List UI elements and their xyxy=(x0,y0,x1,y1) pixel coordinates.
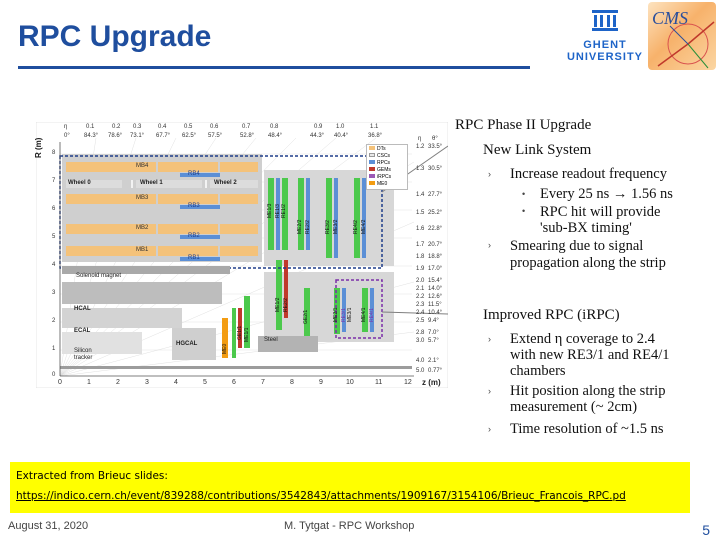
right-eta: 2.2 xyxy=(416,294,425,300)
theta-tick: 36.8° xyxy=(368,133,383,139)
rb-label: RB1 xyxy=(188,255,200,261)
eta-symbol-top: η xyxy=(64,124,68,130)
legend-item xyxy=(369,167,405,174)
r-tick: 5 xyxy=(52,234,56,240)
wheel-label: Wheel 0 xyxy=(68,180,91,186)
bullet-icon: • xyxy=(522,206,526,216)
theta-tick: 84.3° xyxy=(84,133,99,139)
theta-tick: 44.3° xyxy=(310,133,325,139)
new-link-system-heading: New Link System xyxy=(483,142,592,158)
right-eta: 2.8 xyxy=(416,330,425,336)
cms-logo-text: CMS xyxy=(652,8,688,28)
r-tick: 6 xyxy=(52,206,56,212)
eta-tick: 0.8 xyxy=(270,124,279,130)
slide-title: RPC Upgrade xyxy=(18,20,212,53)
theta-tick: 67.7° xyxy=(156,133,171,139)
right-eta: 1.9 xyxy=(416,266,425,272)
right-eta: 5.0 xyxy=(416,368,425,374)
endcap-label: ME1/1 xyxy=(244,327,250,342)
ghent-logo-line2: UNIVERSITY xyxy=(566,51,643,63)
z-tick: 2 xyxy=(116,379,120,386)
bullet-icon: › xyxy=(488,424,491,434)
legend-label: CSCs xyxy=(377,153,391,159)
endcap-label: ME2/1 xyxy=(333,307,339,322)
z-tick: 12 xyxy=(404,379,412,386)
bullet-icon: › xyxy=(488,386,491,396)
r-tick: 8 xyxy=(52,150,56,156)
right-eta: 1.7 xyxy=(416,242,425,248)
eta-tick: 0.5 xyxy=(184,124,193,130)
right-theta: 30.5° xyxy=(428,166,443,172)
cms-quadrant-diagram xyxy=(36,122,448,388)
bullet-icon: › xyxy=(488,169,491,179)
ecal-label: ECAL xyxy=(74,328,91,334)
mb-label: MB3 xyxy=(136,195,149,201)
endcap-label: ME0 xyxy=(222,343,228,354)
subbx-timing-line2: 'sub-BX timing' xyxy=(540,220,632,236)
right-eta: 1.5 xyxy=(416,210,425,216)
eta-tick: 0.1 xyxy=(86,124,95,130)
r-tick: 1 xyxy=(52,346,56,352)
endcap-label: RE2/2 xyxy=(305,220,311,234)
z-tick: 5 xyxy=(203,379,207,386)
extend-eta-line3: chambers xyxy=(510,363,566,379)
eta-tick: 1.0 xyxy=(336,124,345,130)
right-eta: 1.6 xyxy=(416,226,425,232)
right-eta: 2.0 xyxy=(416,278,425,284)
mb-label: MB1 xyxy=(136,247,149,253)
mb-label: MB2 xyxy=(136,225,149,231)
z-tick: 1 xyxy=(87,379,91,386)
right-eta: 1.3 xyxy=(416,166,425,172)
extend-eta-line1: Extend η coverage to 2.4 xyxy=(510,331,655,347)
bullet-icon: › xyxy=(488,240,491,250)
silicon-label-line1: Silicon xyxy=(74,348,92,354)
hit-position-line2: measurement (~ 2cm) xyxy=(510,399,638,415)
time-resolution-item: Time resolution of ~1.5 ns xyxy=(510,421,664,437)
subbx-timing-line1: RPC hit will provide xyxy=(540,204,661,220)
footer-presenter: M. Tytgat - RPC Workshop xyxy=(284,520,415,532)
mb-label: MB4 xyxy=(136,163,149,169)
right-theta: 10.4° xyxy=(428,310,443,316)
endcap-label: RE3/1 xyxy=(341,308,347,322)
right-theta: θ° xyxy=(432,136,438,142)
legend-label: GEMs xyxy=(377,167,391,173)
right-theta: 11.5° xyxy=(428,302,442,308)
endcap-label: RE1/2 xyxy=(281,204,287,218)
wheel-label: Wheel 2 xyxy=(214,180,237,186)
right-eta: 2.1 xyxy=(416,286,425,292)
title-underline xyxy=(18,66,530,69)
right-theta: 22.8° xyxy=(428,226,443,232)
theta-tick: 52.8° xyxy=(240,133,255,139)
z-tick: 11 xyxy=(375,379,383,386)
z-tick: 0 xyxy=(58,379,62,386)
smearing-line1: Smearing due to signal xyxy=(510,238,644,254)
eta-tick: 0.6 xyxy=(210,124,219,130)
ghent-university-logo xyxy=(566,6,644,70)
r-tick: 4 xyxy=(52,262,56,268)
z-tick: 8 xyxy=(290,379,294,386)
endcap-label: RE2/2 xyxy=(283,298,289,312)
z-tick: 6 xyxy=(232,379,236,386)
endcap-label: ME3/1 xyxy=(347,307,353,322)
right-eta: 3.0 xyxy=(416,338,425,344)
theta-tick: 78.6° xyxy=(108,133,123,139)
endcap-label: RE1/3 xyxy=(275,204,281,218)
every-25ns-item: Every 25 ns → 1.56 ns xyxy=(540,186,673,202)
right-theta: 14.0° xyxy=(428,286,443,292)
steel-label: Steel xyxy=(264,337,278,343)
endcap-label: GE2/1 xyxy=(303,309,309,324)
right-theta: 25.2° xyxy=(428,210,443,216)
legend-label: iRPCs xyxy=(377,174,392,180)
eta-tick: 0.4 xyxy=(158,124,167,130)
right-theta: 17.0° xyxy=(428,266,443,272)
legend-item xyxy=(369,160,405,167)
eta-tick: 0.3 xyxy=(133,124,142,130)
right-theta: 12.6° xyxy=(428,294,443,300)
right-theta: 15.4° xyxy=(428,278,443,284)
smearing-line2: propagation along the strip xyxy=(510,255,666,271)
page-number: 5 xyxy=(702,522,710,538)
r-tick: 0 xyxy=(52,372,56,378)
right-theta: 2.1° xyxy=(428,358,439,364)
footer-date: August 31, 2020 xyxy=(8,520,89,532)
source-note-title: Extracted from Brieuc slides: xyxy=(16,470,168,482)
detector-legend xyxy=(366,144,408,190)
right-eta: 1.8 xyxy=(416,254,425,260)
legend-label: DTs xyxy=(377,146,386,152)
right-theta: 5.7° xyxy=(428,338,439,344)
legend-item xyxy=(369,181,405,188)
eta-tick: 0.9 xyxy=(314,124,323,130)
endcap-label: ME2/2 xyxy=(297,219,303,234)
legend-label: RPCs xyxy=(377,160,391,166)
rb-label: RB4 xyxy=(188,171,200,177)
endcap-label: ME4/1 xyxy=(361,307,367,322)
z-tick: 3 xyxy=(145,379,149,386)
readout-frequency-item: Increase readout frequency xyxy=(510,166,667,182)
endcap-label: GE1/1 xyxy=(237,325,243,340)
bullet-icon: › xyxy=(488,334,491,344)
endcap-label: RE3/2 xyxy=(325,220,331,234)
eta-tick: 0.7 xyxy=(242,124,251,130)
improved-rpc-heading: Improved RPC (iRPC) xyxy=(483,307,620,323)
hit-position-line1: Hit position along the strip xyxy=(510,383,666,399)
eta-tick: 0.2 xyxy=(112,124,121,130)
endcap-label: ME1/2 xyxy=(275,297,281,312)
panel-heading: RPC Phase II Upgrade xyxy=(455,117,592,133)
r-tick: 7 xyxy=(52,178,56,184)
r-axis-label: R (m) xyxy=(34,137,43,158)
theta-tick: 48.4° xyxy=(268,133,283,139)
legend-item xyxy=(369,146,405,153)
z-tick: 10 xyxy=(346,379,354,386)
right-eta: 2.3 xyxy=(416,302,425,308)
right-eta: 1.2 xyxy=(416,144,425,150)
endcap-label: ME3/2 xyxy=(333,219,339,234)
endcap-label: RE4/1 xyxy=(369,308,375,322)
right-theta: 9.4° xyxy=(428,318,439,324)
endcap-label: ME4/2 xyxy=(361,219,367,234)
rb-label: RB3 xyxy=(188,203,200,209)
legend-label: ME0 xyxy=(377,181,388,187)
r-tick: 2 xyxy=(52,318,56,324)
cms-logo xyxy=(648,2,716,70)
hgcal-label: HGCAL xyxy=(176,341,198,347)
theta-tick: 57.5° xyxy=(208,133,223,139)
right-theta: 7.0° xyxy=(428,330,439,336)
eta-tick: 1.1 xyxy=(370,124,379,130)
right-eta: 2.5 xyxy=(416,318,425,324)
theta-tick: 62.5° xyxy=(182,133,197,139)
right-theta: 20.7° xyxy=(428,242,443,248)
source-note xyxy=(10,462,690,513)
right-theta: 27.7° xyxy=(428,192,443,198)
right-eta: 2.4 xyxy=(416,310,425,316)
bullet-icon: • xyxy=(522,189,526,199)
extend-eta-line2: with new RE3/1 and RE4/1 xyxy=(510,347,670,363)
right-theta: 0.77° xyxy=(428,368,443,374)
ghent-building-icon xyxy=(590,6,620,34)
z-tick: 7 xyxy=(261,379,265,386)
theta-tick: 40.4° xyxy=(334,133,349,139)
legend-item xyxy=(369,153,405,160)
right-theta: 18.8° xyxy=(428,254,443,260)
source-link[interactable]: https://indico.cern.ch/event/839288/contributions/3542843/attachments/1909167/3154106/Brieuc_Francois_RPC.pd xyxy=(16,490,626,502)
z-tick: 4 xyxy=(174,379,178,386)
silicon-label-line2: tracker xyxy=(74,355,93,361)
legend-item xyxy=(369,174,405,181)
ghent-logo-line1: GHENT xyxy=(583,39,627,51)
rb-label: RB2 xyxy=(188,233,200,239)
z-axis-label: z (m) xyxy=(422,378,441,387)
right-theta: 33.5° xyxy=(428,144,443,150)
z-tick: 9 xyxy=(319,379,323,386)
hcal-label: HCAL xyxy=(74,306,91,312)
right-eta: η xyxy=(418,136,422,142)
theta-tick: 73.1° xyxy=(130,133,145,139)
endcap-label: RE4/2 xyxy=(353,220,359,234)
right-eta: 1.4 xyxy=(416,192,425,198)
r-tick: 3 xyxy=(52,290,56,296)
right-eta: 4.0 xyxy=(416,358,425,364)
wheel-label: Wheel 1 xyxy=(140,180,163,186)
theta-tick: 0° xyxy=(64,133,70,139)
endcap-label: ME1/3 xyxy=(267,203,273,218)
solenoid-label: Solenoid magnet xyxy=(76,273,122,279)
